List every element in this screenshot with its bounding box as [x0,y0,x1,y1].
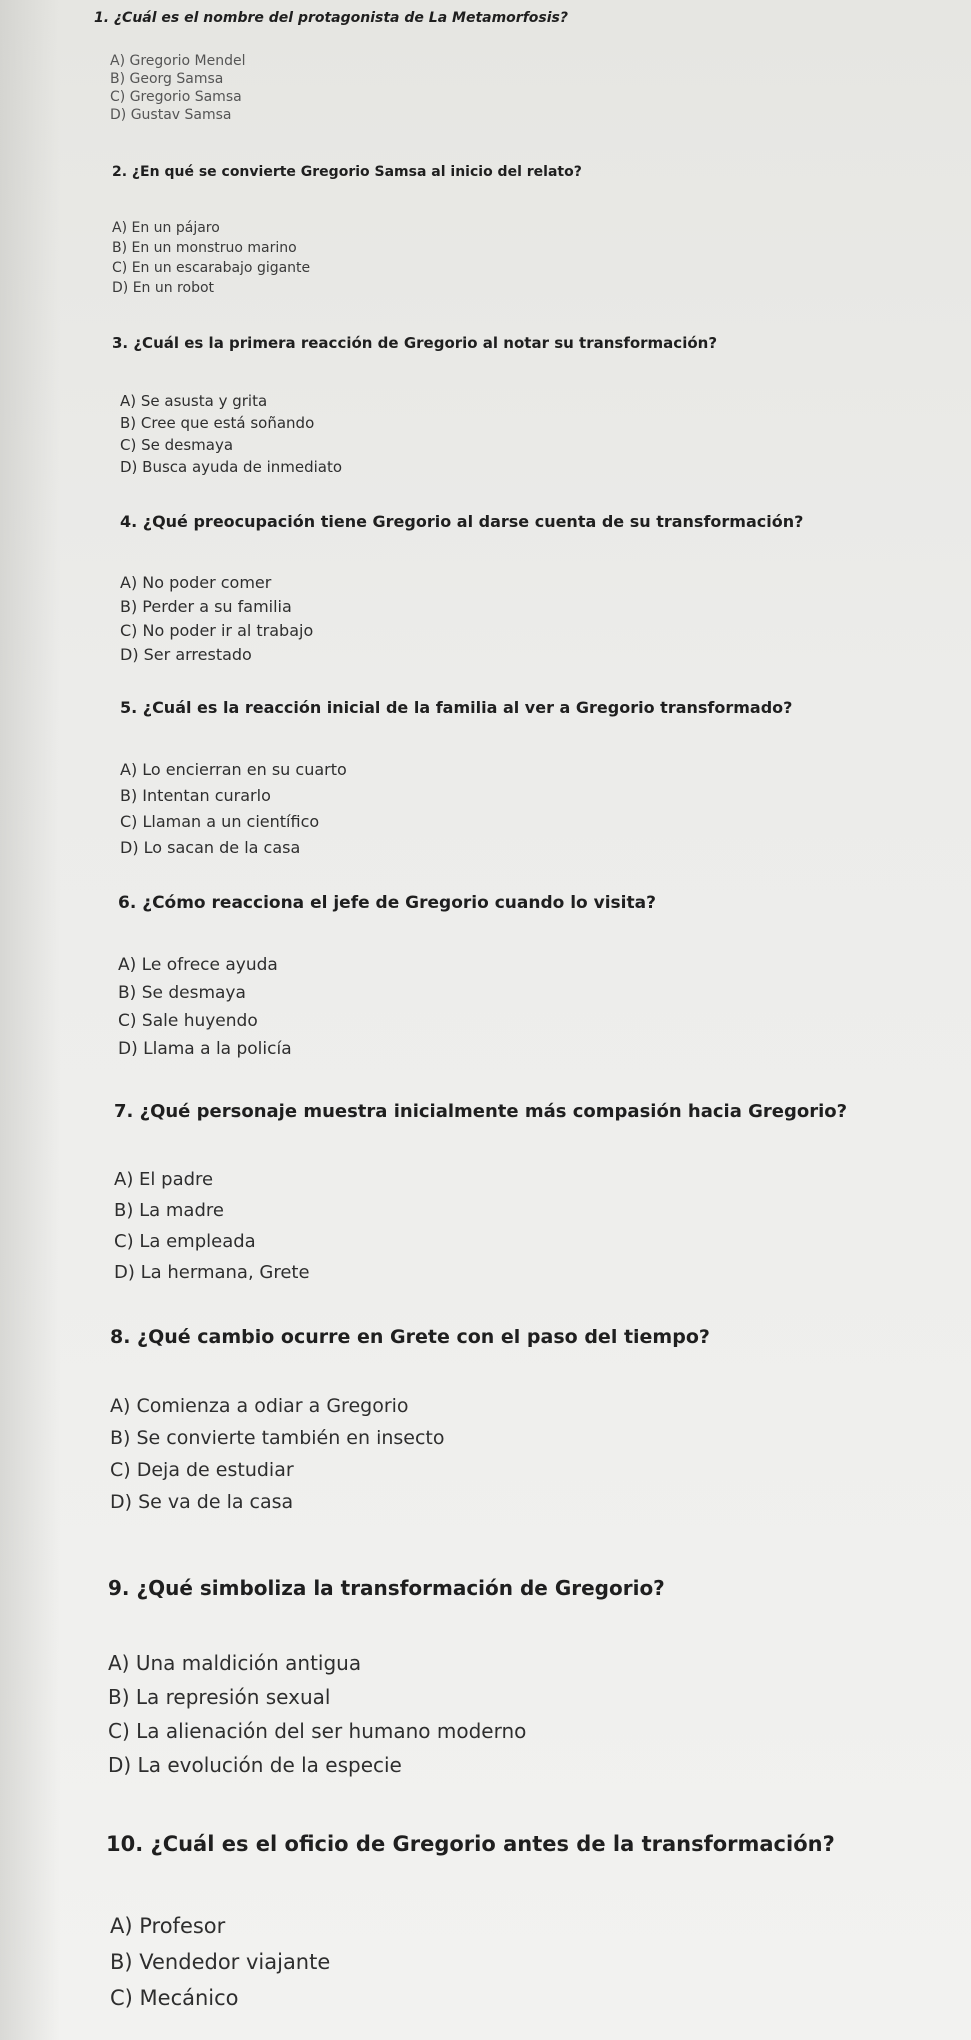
options-list [110,1390,971,1518]
option-b: B) Vendedor viajante [110,1950,331,1974]
option-b: B) La madre [114,1200,224,1221]
option-d: D) La evolución de la especie [108,1753,402,1777]
option-c: C) Gregorio Samsa [110,89,242,105]
option-d: D) Se va de la casa [110,1491,294,1513]
question-9 [0,1576,971,1782]
option-a: A) Gregorio Mendel [110,53,246,69]
option-a: A) En un pájaro [112,220,220,236]
option-d: D) Llama a la policía [118,1039,292,1059]
option-b: B) Perder a su familia [120,597,292,616]
option-c: C) Se desmaya [120,436,234,454]
option-a: A) Profesor [110,1914,226,1938]
question-title: 5. ¿Cuál es la reacción inicial de la familia al ver a Gregorio transformado? [120,698,793,717]
options-list [110,52,971,124]
option-c: C) La empleada [114,1231,256,1252]
question-7 [0,1101,971,1288]
option-d: D) Gustav Samsa [110,107,232,123]
options-list [118,951,971,1063]
question-title: 10. ¿Cuál es el oficio de Gregorio antes de la transformación? [106,1832,835,1856]
option-b: B) En un monstruo marino [112,240,297,256]
option-c: C) En un escarabajo gigante [112,260,311,276]
option-b: B) Intentan curarlo [120,786,271,805]
options-list [112,218,971,298]
question-2 [0,164,971,298]
question-5 [0,698,971,861]
question-1 [0,10,971,124]
option-a: A) El padre [114,1169,214,1190]
options-list [120,571,971,667]
option-d: D) Ser arrestado [120,645,252,664]
question-title: 2. ¿En qué se convierte Gregorio Samsa al inicio del relato? [112,164,582,180]
options-list [110,1908,971,2016]
option-d: D) La hermana, Grete [114,1262,310,1283]
options-list [120,390,971,478]
option-c: C) No poder ir al trabajo [120,621,314,640]
question-title: 3. ¿Cuál es la primera reacción de Gregorio al notar su transformación? [112,334,718,352]
options-list [120,757,971,861]
question-title: 1. ¿Cuál es el nombre del protagonista de La Metamorfosis? [94,10,568,26]
option-a: A) Una maldición antigua [108,1651,362,1675]
option-a: A) Se asusta y grita [120,392,268,410]
option-c: C) Deja de estudiar [110,1459,294,1481]
option-d: D) Busca ayuda de inmediato [120,458,343,476]
question-title: 4. ¿Qué preocupación tiene Gregorio al darse cuenta de su transformación? [120,512,804,531]
option-a: A) Comienza a odiar a Gregorio [110,1395,409,1417]
option-a: A) Le ofrece ayuda [118,955,278,975]
option-b: B) Se convierte también en insecto [110,1427,445,1449]
option-c: C) Mecánico [110,1986,239,2010]
option-c: C) La alienación del ser humano moderno [108,1719,527,1743]
option-b: B) La represión sexual [108,1685,331,1709]
question-title: 9. ¿Qué simboliza la transformación de Gregorio? [108,1576,665,1600]
option-b: B) Cree que está soñando [120,414,315,432]
option-a: A) Lo encierran en su cuarto [120,760,347,779]
question-title: 7. ¿Qué personaje muestra inicialmente más compasión hacia Gregorio? [114,1101,848,1122]
question-10 [0,1832,971,2016]
option-c: C) Sale huyendo [118,1011,258,1031]
options-list [108,1646,971,1782]
option-d: D) En un robot [112,280,215,296]
question-3 [0,334,971,478]
question-8 [0,1326,971,1518]
options-list [114,1164,971,1288]
option-a: A) No poder comer [120,573,272,592]
question-6 [0,893,971,1063]
question-title: 6. ¿Cómo reacciona el jefe de Gregorio cuando lo visita? [118,893,656,913]
option-d: D) Lo sacan de la casa [120,838,301,857]
option-c: C) Llaman a un científico [120,812,320,831]
option-b: B) Se desmaya [118,983,246,1003]
option-b: B) Georg Samsa [110,71,224,87]
question-title: 8. ¿Qué cambio ocurre en Grete con el paso del tiempo? [110,1326,710,1348]
question-4 [0,512,971,667]
